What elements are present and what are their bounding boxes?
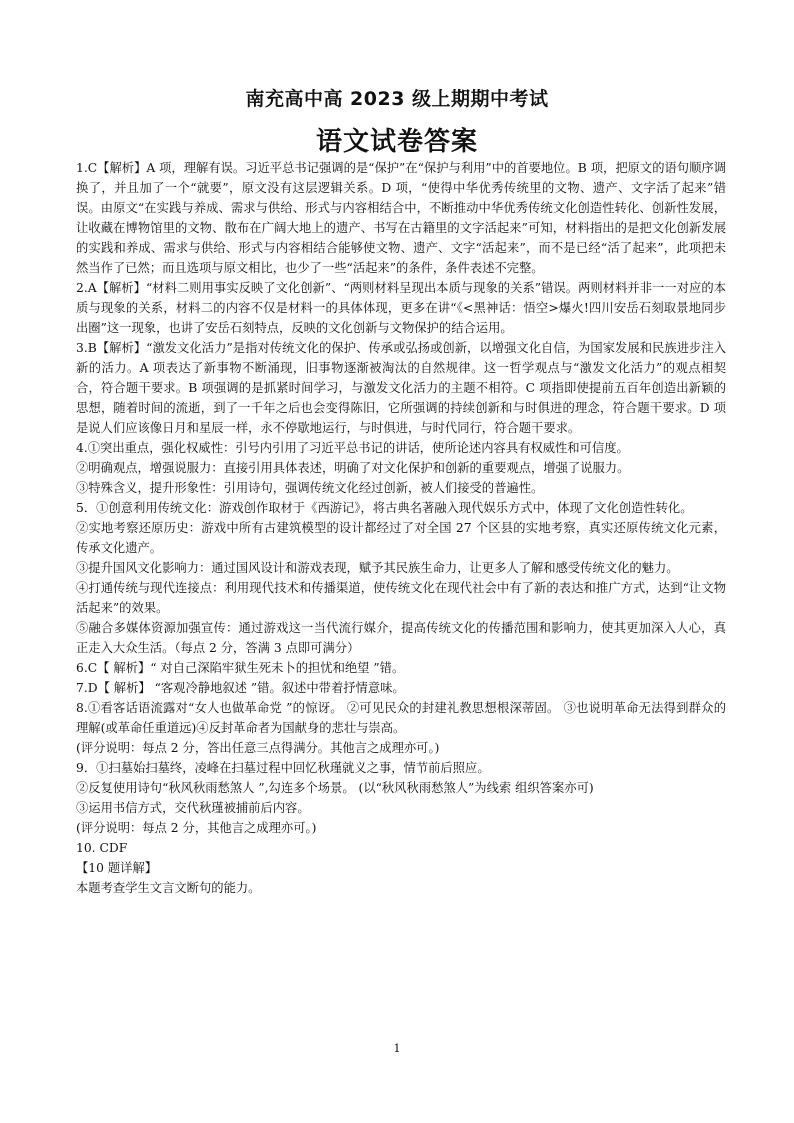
answer-3: 3.B【解析】“激发文化活力”是指对传统文化的保护、传承或弘扬或创新，以增强文化自信，为国家发展和民族进步注入新的活力。A 项表达了新事物不断涌现，旧事物逐渐被淘汰的自然规律。这一哲学观点与“激发文化活力”的观点相契合，符合题干要求。B 项强调的是抓紧时间学习，与激发文化活力的主题不相符。C 项指即使提前五百年创造出新颖的思想，随着时间的流逝，到了一千年之后也会变得陈旧，它所强调的持续创新和与时俱进的理念，符合题干要求。D 项是说人们应该像日月和星辰一样，永不停歇地运行，与时俱进，与时代同行，符合题干要求。 xyxy=(76,341,726,435)
answer-9-point-2: ②反复使用诗句“秋风秋雨愁煞人 ”,勾连多个场景。 (以“秋风秋雨愁煞人”为线索 组织答案亦可) xyxy=(76,781,594,795)
answer-5-point-5: ⑤融合多媒体资源加强宣传：通过游戏这一当代流行媒介，提高传统文化的传播范围和影响力，使其更加深入人心，真正走入大众生活。（每点 2 分，答满 3 点即可满分） xyxy=(76,621,726,655)
answer-1: 1.C【解析】A 项，理解有误。习近平总书记强调的是“保护”在“保护与利用”中的首要地位。B 项，把原文的语句顺序调换了，并且加了一个“就要”，原文没有这层逻辑关系。D 项，“使得中华优秀传统里的文物、遗产、文字活了起来”错误。由原文“在实践与养成、需求与供给、形式与内容相结合中，不断推动中华优秀传统文化创造性转化、创新性发展，让收藏在博物馆里的文物、散布在广阔大地上的遗产、书写在古籍里的文字活起来”可知，材料指出的是把文化创新发展的实践和养成、需求与供给、形式与内容相结合能够使文物、遗产、文字“活起来”，而不是已经“活了起来”，此项把未然当作了已然；而且选项与原文相比，也少了一些“活起来”的条件，条件表述不完整。 xyxy=(76,161,726,275)
answer-5-point-1: 5．①创意利用传统文化：游戏创作取材于《西游记》，将古典名著融入现代娱乐方式中，体现了文化创造性转化。 xyxy=(76,501,693,515)
answer-4-point-2: ②明确观点，增强说服力：直接引用具体表述，明确了对文化保护和创新的重要观点，增强了说服力。 xyxy=(76,461,630,475)
answer-content xyxy=(76,158,726,898)
answer-10-explanation-heading: 【10 题详解】 xyxy=(76,861,158,875)
answer-2: 2.A【解析】“材料二则用事实反映了文化创新”、“两则材料呈现出本质与现象的关系”错误。两则材料并非一一对应的本质与现象的关系，材料二的内容不仅是材料一的具体体现，更多在讲“《<黑神话：悟空>爆火!四川安岳石刻取景地同步出圈”这一现象，也讲了安岳石刻特点，反映的文化创新与文物保护的结合运用。 xyxy=(76,281,726,335)
answer-7: 7.D【 解析】 “客观冷静地叙述 ”错。叙述中带着抒情意味。 xyxy=(76,681,405,695)
page-number: 1 xyxy=(393,1042,401,1055)
answer-9-point-3: ③运用书信方式，交代秋瑾被捕前后内容。 xyxy=(76,801,310,815)
answer-4-point-3: ③特殊含义，提升形象性：引用诗句，强调传统文化经过创新，被人们接受的普遍性。 xyxy=(76,481,544,495)
answer-9-point-1: 9．①扫墓始扫墓终，凌峰在扫墓过程中回忆秋瑾就义之事，情节前后照应。 xyxy=(76,761,490,775)
document-subtitle: 语文试卷答案 xyxy=(315,127,478,157)
answer-8: 8.①看客话语流露对“女人也做革命党 ”的惊讶。 ②可见民众的封建礼教思想根深蒂固。 ③也说明革命无法得到群众的理解(或革命任重道远)④反封革命者为国献身的悲壮与崇高。 xyxy=(76,701,726,735)
answer-5-point-2: ②实地考察还原历史：游戏中所有古建筑模型的设计都经过了对全国 27 个区县的实地考察，真实还原传统文化元素，传承文化遗产。 xyxy=(76,521,726,555)
answer-5-point-3: ③提升国风文化影响力：通过国风设计和游戏表现，赋予其民族生命力，让更多人了解和感受传统文化的魅力。 xyxy=(76,561,679,575)
exam-title: 南充高中高 2023 级上期期中考试 xyxy=(245,88,549,110)
answer-10: 10. CDF xyxy=(76,841,128,855)
answer-6: 6.C【 解析】“ 对自己深陷牢狱生死未卜的担忧和绝望 ”错。 xyxy=(76,661,405,675)
answer-4-point-1: 4.①突出重点，强化权威性：引号内引用了习近平总书记的讲话，使所论述内容具有权威性和可信度。 xyxy=(76,441,629,455)
answer-8-scoring-note: (评分说明：每点 2 分，答出任意三点得满分。其他言之成理亦可。) xyxy=(76,741,440,755)
answer-9-scoring-note: (评分说明：每点 2 分，其他言之成理亦可。) xyxy=(76,821,317,835)
answer-10-explanation: 本题考查学生文言文断句的能力。 xyxy=(76,881,261,895)
answer-5-point-4: ④打通传统与现代连接点：利用现代技术和传播渠道，使传统文化在现代社会中有了新的表达和推广方式，达到“让文物活起来”的效果。 xyxy=(76,581,726,615)
